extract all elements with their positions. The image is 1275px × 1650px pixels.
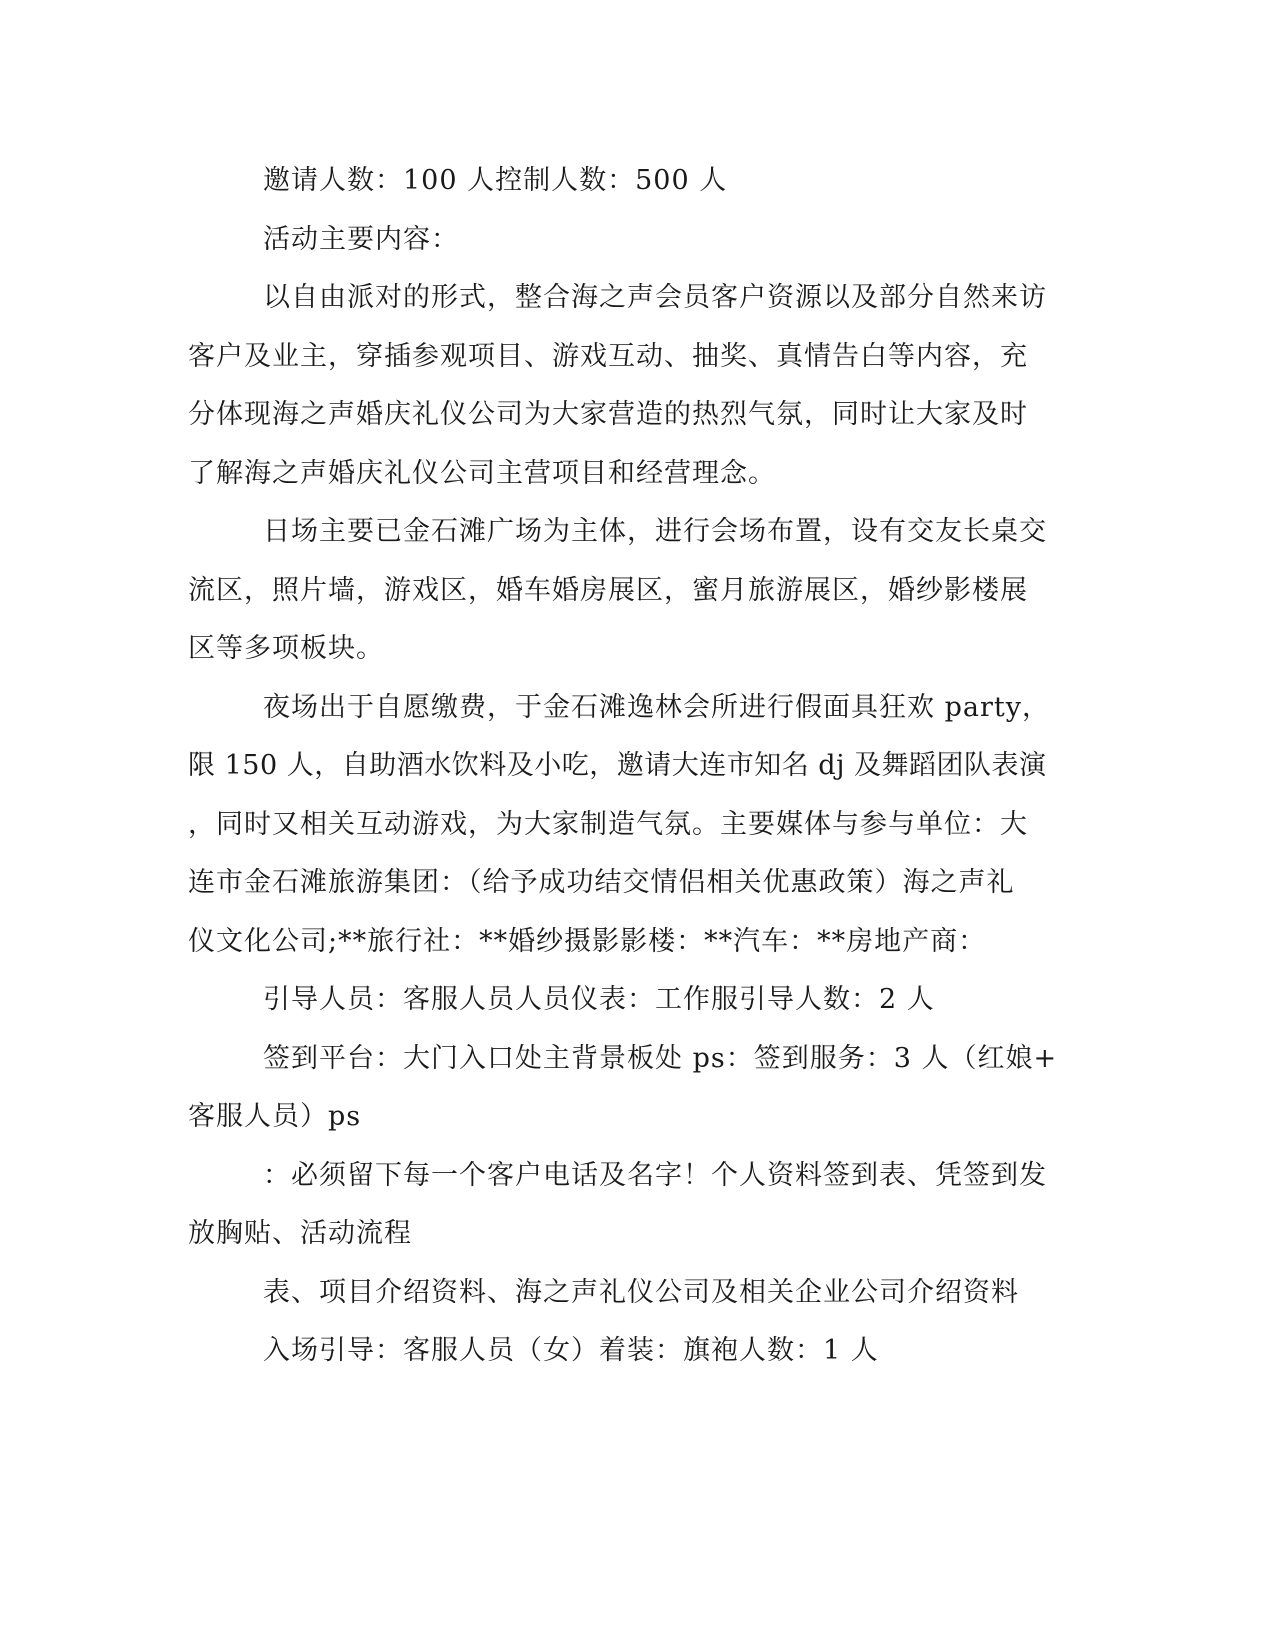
- text-line: 邀请人数：100 人控制人数：500 人: [263, 165, 728, 196]
- text-line: ，同时又相关互动游戏，为大家制造气氛。主要媒体与参与单位：大: [188, 809, 1028, 840]
- text-line: 客户及业主，穿插参观项目、游戏互动、抽奖、真情告白等内容，充: [188, 341, 1028, 372]
- text-line: 以自由派对的形式，整合海之声会员客户资源以及部分自然来访: [263, 282, 1047, 313]
- text-line: 限 150 人，自助酒水饮料及小吃，邀请大连市知名 dj 及舞蹈团队表演: [188, 750, 1047, 781]
- text-line: 日场主要已金石滩广场为主体，进行会场布置，设有交友长桌交: [263, 516, 1047, 547]
- text-line: 客服人员）ps: [188, 1101, 362, 1132]
- text-line: 签到平台：大门入口处主背景板处 ps：签到服务：3 人（红娘+: [263, 1043, 1058, 1074]
- text-line: 表、项目介绍资料、海之声礼仪公司及相关企业公司介绍资料: [263, 1277, 1019, 1308]
- text-line: 活动主要内容：: [263, 224, 459, 255]
- text-line: 流区，照片墙，游戏区，婚车婚房展区，蜜月旅游展区，婚纱影楼展: [188, 575, 1028, 606]
- text-line: ：必须留下每一个客户电话及名字！个人资料签到表、凭签到发: [263, 1160, 1047, 1191]
- text-line: 仪文化公司;**旅行社：**婚纱摄影影楼：**汽车：**房地产商：: [188, 926, 987, 957]
- text-line: 连市金石滩旅游集团：（给予成功结交情侣相关优惠政策）海之声礼: [188, 867, 1015, 898]
- text-line: 引导人员：客服人员人员仪表：工作服引导人数：2 人: [263, 984, 935, 1015]
- text-line: 夜场出于自愿缴费，于金石滩逸林会所进行假面具狂欢 party，: [263, 692, 1050, 723]
- text-line: 放胸贴、活动流程: [188, 1218, 412, 1249]
- text-line: 分体现海之声婚庆礼仪公司为大家营造的热烈气氛，同时让大家及时: [188, 399, 1028, 430]
- text-line: 了解海之声婚庆礼仪公司主营项目和经营理念。: [188, 458, 776, 489]
- text-line: 区等多项板块。: [188, 633, 384, 664]
- text-line: 入场引导：客服人员（女）着装：旗袍人数：1 人: [263, 1335, 879, 1366]
